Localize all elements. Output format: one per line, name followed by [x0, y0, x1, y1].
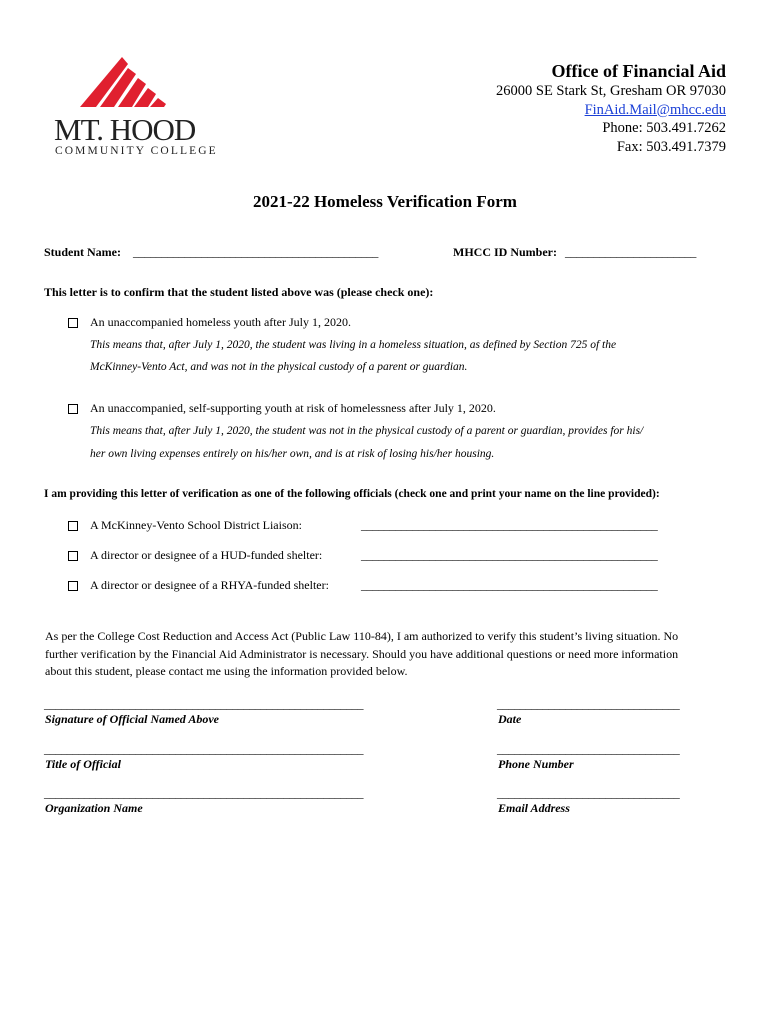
option-at-risk-youth-desc-2: her own living expenses entirely on his/her own, and is at risk of losing his/her housing. [90, 448, 495, 460]
official-rhya-name-field[interactable]: ____________________________________________________ [361, 578, 658, 592]
organization-field[interactable]: ________________________________________________________ [44, 786, 364, 800]
authorization-paragraph [45, 628, 725, 681]
office-phone: Phone: 503.491.7262 [602, 120, 726, 136]
student-name-label: Student Name: [44, 245, 121, 259]
official-hud-checkbox[interactable] [68, 551, 78, 561]
student-name-field[interactable]: ___________________________________________ [133, 245, 379, 259]
office-fax: Fax: 503.491.7379 [616, 138, 726, 155]
title-field[interactable]: ________________________________________________________ [44, 742, 364, 756]
signature-field[interactable]: ________________________________________________________ [44, 697, 364, 711]
college-logo [52, 52, 227, 160]
officials-heading: I am providing this letter of verification as one of the following officials (check one and print your name on the line provided): [44, 488, 660, 500]
official-rhya-checkbox[interactable] [68, 581, 78, 591]
organization-label: Organization Name [45, 801, 143, 815]
official-liaison-checkbox[interactable] [68, 521, 78, 531]
logo-name: MT. HOOD [54, 112, 196, 147]
option-homeless-youth-desc-2: McKinney-Vento Act, and was not in the physical custody of a parent or guardian. [90, 361, 468, 373]
paragraph-line-2: further verification by the Financial Aid Administrator is necessary. Should you have additional questions or need more information [45, 646, 679, 661]
official-liaison-label: A McKinney-Vento School District Liaison: [90, 518, 302, 532]
paragraph-line-1: As per the College Cost Reduction and Access Act (Public Law 110-84), I am authorized to verify this student’s living situation. No [45, 629, 679, 643]
phone-field[interactable]: ________________________________ [497, 742, 680, 756]
date-field[interactable]: ________________________________ [497, 697, 680, 711]
official-hud-label: A director or designee of a HUD-funded shelter: [90, 548, 323, 562]
email-field[interactable]: ________________________________ [497, 786, 680, 800]
option-at-risk-youth-checkbox[interactable] [68, 404, 78, 414]
date-label: Date [498, 712, 522, 726]
signature-label: Signature of Official Named Above [45, 712, 219, 726]
email-label: Email Address [498, 801, 570, 815]
option-at-risk-youth-desc: This means that, after July 1, 2020, the student was not in the physical custody of a parent or guardian, provides for his/ [90, 425, 644, 437]
paragraph-line-3: about this student, please contact me using the information provided below. [45, 664, 408, 678]
option-homeless-youth-desc: This means that, after July 1, 2020, the student was living in a homeless situation, as defined by Section 725 of the [90, 339, 617, 351]
office-email-link[interactable]: FinAid.Mail@mhcc.edu [584, 101, 726, 118]
confirm-heading: This letter is to confirm that the student listed above was (please check one): [44, 285, 434, 299]
phone-label: Phone Number [498, 757, 574, 771]
official-hud-name-field[interactable]: ____________________________________________________ [361, 548, 658, 562]
logo-subtitle: COMMUNITY COLLEGE [55, 145, 218, 157]
option-homeless-youth-checkbox[interactable] [68, 318, 78, 328]
mountain-logo-icon [52, 52, 172, 112]
form-title: 2021-22 Homeless Verification Form [253, 192, 517, 211]
official-liaison-name-field[interactable]: ____________________________________________________ [361, 518, 658, 532]
office-address: 26000 SE Stark St, Gresham OR 97030 [496, 83, 726, 99]
mhcc-id-label: MHCC ID Number: [453, 245, 557, 259]
option-at-risk-youth-label: An unaccompanied, self-supporting youth at risk of homelessness after July 1, 2020. [90, 401, 496, 415]
office-header [496, 60, 726, 156]
official-rhya-label: A director or designee of a RHYA-funded shelter: [90, 578, 329, 592]
title-label: Title of Official [45, 757, 121, 771]
mhcc-id-field[interactable]: _______________________ [565, 245, 697, 259]
office-title: Office of Financial Aid [551, 61, 726, 81]
option-homeless-youth-label: An unaccompanied homeless youth after July 1, 2020. [90, 315, 351, 329]
